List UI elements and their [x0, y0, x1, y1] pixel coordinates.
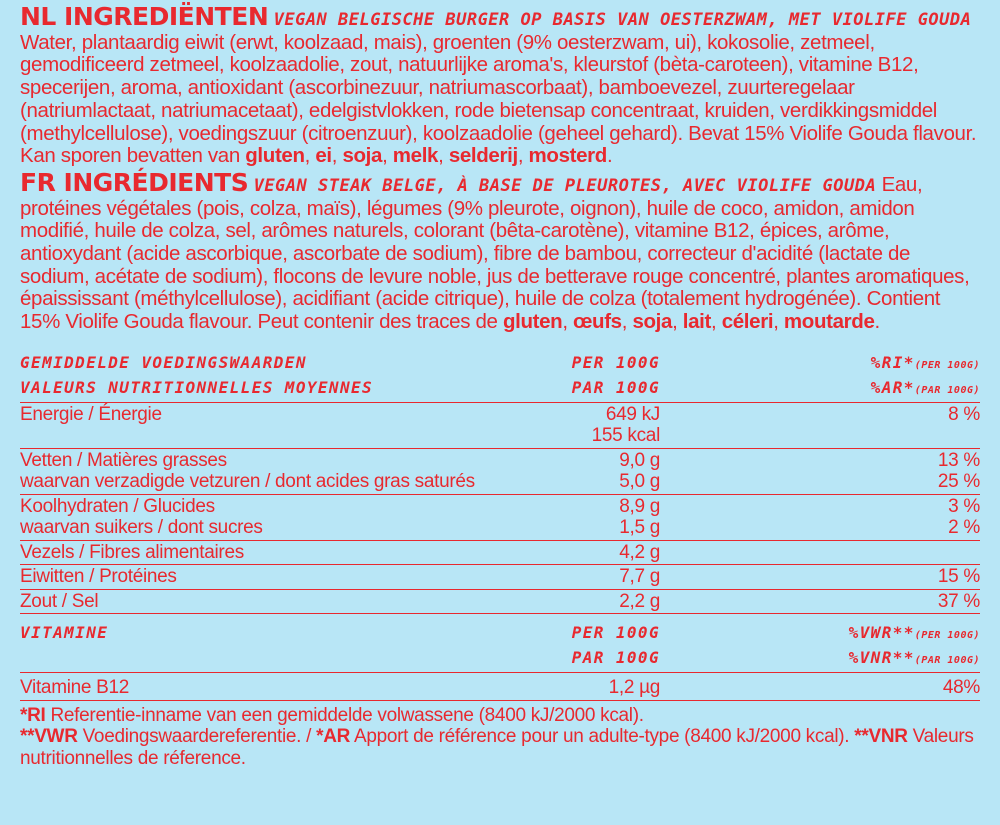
- table-row: Zout / Sel 2,2 g 37 %: [20, 590, 981, 612]
- nl-product-title: VEGAN BELGISCHE BURGER OP BASIS VAN OESTERZWAM, MET VIOLIFE GOUDA: [273, 10, 972, 30]
- ar-header: %AR*(PAR 100G): [870, 377, 981, 397]
- allergen: gluten: [245, 144, 305, 168]
- ingredients-fr: FR INGRÉDIENTS VEGAN STEAK BELGE, À BASE DE PLEUROTES, AVEC VIOLIFE GOUDA Eau, protéines végétales (pois, colza, maïs), légumes (9% pleurote, oignon), huile de coco, amidon, amidon modifié, huile de colza, sel, arômes naturels, colorant (bêta-carotène), vitamine B12, épices, arôme, antioxydant (acide ascorbique, ascorbate de sodium), fibre de bambou, correcteur d'acidité (lactate de sodium, acétate de sodium), flocons de levure noble, jus de betterave rouge concentré, plantes aromatiques, épaississant (méthylcellulose), acidifiant (acide citrique), huile de colza (totalement hydrogénée). Contient 15% Violife Gouda flavour. Peut contenir des traces de gluten, œufs, soja, lait, céleri, moutarde.: [20, 167, 970, 334]
- nutrition-header-nl: [20, 352, 980, 377]
- ingredients-nl: NL INGREDIËNTEN VEGAN BELGISCHE BURGER OP BASIS VAN OESTERZWAM, MET VIOLIFE GOUDA Water, plantaardig eiwit (erwt, koolzaad, mais), groenten (9% oesterzwam, ui), kokosolie, zetmeel, gemodificeerd zetmeel, koolzaadolie, zout, natuurlijke aroma's, kleurstof (bèta-caroteen), vitamine B12, specerijen, aroma, antioxidant (ascorbinezuur, natriumascorbaat), bamboevezel, zuurteregelaar (natriumlactaat, natriumacetaat), edelgistvlokken, rode bietensap concentraat, kruiden, verdikkingsmiddel (methylcellulose), voedingszuur (citroenzuur), koolzaadolie (geheel gehard). Bevat 15% Violife Gouda flavour. Kan sporen bevatten van gluten, ei, soja, melk, selderij, mosterd.: [20, 2, 977, 168]
- table-row: Koolhydraten / Glucides waarvan suikers / dont sucres 8,9 g 1,5 g 3 % 2 %: [20, 495, 981, 539]
- allergen: gluten: [502, 310, 563, 334]
- per-100g-header: PER 100G: [571, 352, 660, 372]
- table-row: Energie / Énergie 649 kJ 155 kcal 8 %: [20, 403, 981, 447]
- allergen: lait: [682, 310, 711, 334]
- nutrition-table: [20, 352, 980, 701]
- footnote-vwr-ar: **VWR Voedingswaardereferentie. / *AR Apport de référence pour un adulte-type (8400 kJ/2000 kcal). **VNR Valeurs nutritionnelles de réference.: [20, 726, 974, 769]
- nl-ingredient-text: Water, plantaardig eiwit (erwt, koolzaad, mais), groenten (9% oesterzwam, ui), kokosolie, zetmeel, gemodificeerd zetmeel, koolzaadolie, zout, natuurlijke aroma's, kleurstof (bèta-caroteen), vitamine B12, specerijen, aroma, antioxidant (ascorbinezuur, natriumascorbaat), bamboevezel, zuurteregelaar (natriumlactaat, natriumacetaat), edelgistvlokken, rode bietensap concentraat, kruiden, verdikkingsmiddel (methylcellulose), voedingszuur (citroenzuur), koolzaadolie (geheel gehard). Bevat 15% Violife Gouda flavour. Kan sporen bevatten van: [20, 30, 977, 168]
- table-row: Vitamine B12 1,2 µg 48%: [20, 673, 980, 701]
- table-row: Eiwitten / Protéines 7,7 g 15 %: [20, 566, 981, 588]
- allergen: soja: [632, 310, 673, 334]
- ri-header: %RI*(PER 100G): [870, 352, 981, 372]
- footnotes: [20, 705, 980, 770]
- allergen: selderij: [448, 144, 518, 168]
- vitamine-header-fr: PAR 100G %VNR**(PAR 100G): [571, 648, 981, 668]
- allergen: melk: [392, 144, 439, 168]
- table-row: Vezels / Fibres alimentaires 4,2 g: [20, 540, 980, 565]
- label-content: [20, 2, 981, 769]
- fr-heading: FR INGRÉDIENTS: [20, 167, 249, 197]
- nutrition-heading-nl: GEMIDDELDE VOEDINGSWAARDEN: [20, 352, 307, 372]
- vitamine-heading: VITAMINE: [20, 614, 540, 648]
- nutrition-heading-fr: VALEURS NUTRITIONNELLES MOYENNES: [20, 377, 374, 397]
- allergen: soja: [342, 144, 383, 168]
- par-100g-header: PAR 100G: [571, 377, 660, 397]
- allergen: céleri: [721, 310, 774, 334]
- footnote-ri: *RI Referentie-inname van een gemiddelde volwassene (8400 kJ/2000 kcal).: [20, 704, 644, 726]
- fr-ingredient-text: Eau, protéines végétales (pois, colza, maïs), légumes (9% pleurote, oignon), huile de coco, amidon, amidon modifié, huile de colza, sel, arômes naturels, colorant (bêta-carotène), vitamine B12, épices, arôme, antioxydant (acide ascorbique, ascorbate de sodium), fibre de bambou, correcteur d'acidité (lactate de sodium, acétate de sodium), flocons de levure noble, jus de betterave rouge concentré, plantes aromatiques, épaississant (méthylcellulose), acidifiant (acide citrique), huile de colza (totalement hydrogénée). Contient 15% Violife Gouda flavour. Peut contenir des traces de: [20, 172, 970, 334]
- allergen: moutarde: [783, 310, 875, 334]
- vitamine-header: VITAMINE PER 100G %VWR**(PER 100G): [20, 614, 980, 648]
- allergen: œufs: [573, 310, 622, 334]
- allergen: ei: [315, 144, 332, 168]
- nutrition-header-fr: [20, 377, 980, 403]
- fr-product-title: VEGAN STEAK BELGE, À BASE DE PLEUROTES, AVEC VIOLIFE GOUDA: [253, 175, 877, 196]
- nl-heading: NL INGREDIËNTEN: [20, 2, 269, 31]
- allergen: mosterd: [528, 144, 607, 168]
- table-row: Vetten / Matières grasses waarvan verzadigde vetzuren / dont acides gras saturés 9,0 g 5,0 g 13 % 25 %: [20, 449, 981, 493]
